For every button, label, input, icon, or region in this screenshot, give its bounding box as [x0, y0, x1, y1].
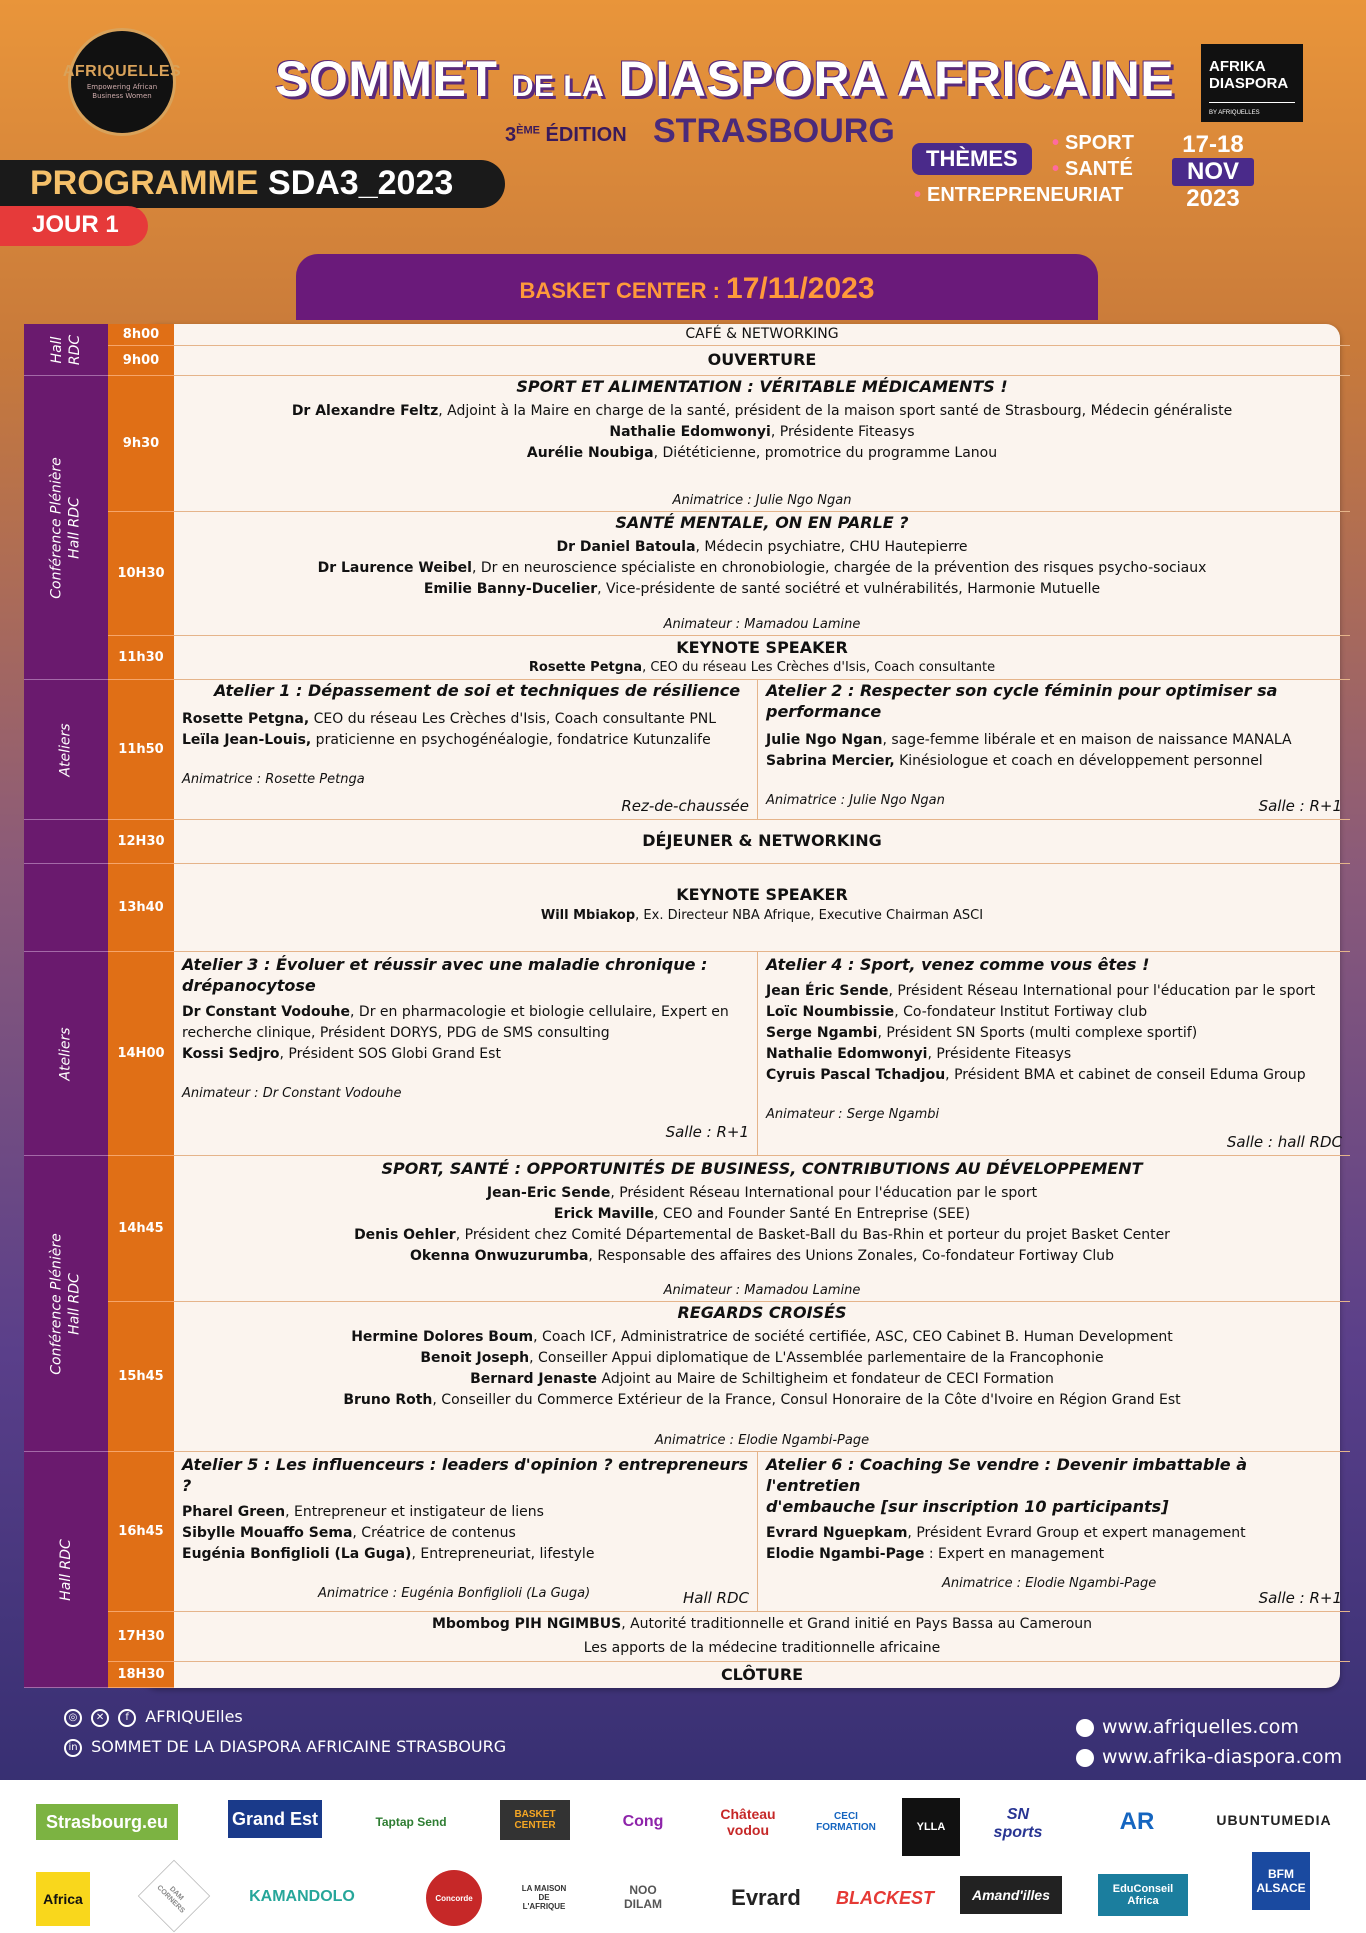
edition-label: 3ÈME ÉDITION	[505, 124, 627, 146]
sponsor-logo: YLLA	[902, 1798, 960, 1856]
lane-pleniere-2: Conférence Plénière Hall RDC	[24, 1156, 108, 1452]
sponsor-logo: SN sports	[993, 1806, 1043, 1841]
time-slot: 9h00	[108, 346, 174, 376]
sponsor-logos	[0, 1780, 1366, 1933]
program-table	[24, 324, 1340, 1688]
speaker: Denis Oehler, Président chez Comité Départemental de Basket-Ball du Bas-Rhin et porteur du projet Basket Center	[354, 1227, 1170, 1243]
sponsor-logo: KAMANDOLO	[249, 1888, 355, 1905]
time-slot: 13h40	[108, 864, 174, 952]
speaker: Rosette Petgna, CEO du réseau Les Crèches d'Isis, Coach consultante PNL	[182, 711, 717, 727]
moderator: Animateur : Mamadou Lamine	[663, 1283, 861, 1298]
linkedin-icon[interactable]: in	[64, 1739, 82, 1757]
lane-hall-rdc: Hall RDC	[24, 324, 108, 376]
session-sport-alimentation: SPORT ET ALIMENTATION : VÉRITABLE MÉDICAMENTS ! Dr Alexandre Feltz, Adjoint à la Maire en charge de la santé, président de la maison sport santé de Strasbourg, Médecin généraliste Nathalie Edomwonyi, Présidente Fiteasys Aurélie Noubiga, Diététicienne, promotrice du programme Lanou Animatrice : Julie Ngo Ngan	[174, 376, 1350, 512]
globe-icon	[1076, 1719, 1094, 1737]
speaker: Sibylle Mouaffo Sema, Créatrice de contenus	[182, 1525, 516, 1541]
session-sante-mentale: SANTÉ MENTALE, ON EN PARLE ? Dr Daniel Batoula, Médecin psychiatre, CHU Hautepierre Dr Laurence Weibel, Dr en neuroscience spécialiste en chronobiologie, chargée de la prévention des risques psycho-sociaux Emilie Banny-Ducelier, Vice-présidente de santé sociétré et vulnérabilités, Harmonie Mutuelle Animateur : Mamadou Lamine	[174, 512, 1350, 636]
website-link[interactable]: www.afrika-diaspora.com	[1102, 1746, 1343, 1768]
sponsor-logo: Amand'illes	[960, 1876, 1062, 1914]
linkedin-page[interactable]: SOMMET DE LA DIASPORA AFRICAINE STRASBOURG	[91, 1737, 507, 1756]
sponsor-logo: EduConseil Africa	[1098, 1874, 1188, 1916]
sponsor-logo: BLACKEST	[836, 1887, 934, 1908]
speaker: Rosette Petgna, CEO du réseau Les Crèches d'Isis, Coach consultante	[528, 660, 996, 675]
moderator: Animateur : Mamadou Lamine	[663, 617, 861, 632]
facebook-icon[interactable]: f	[118, 1709, 136, 1727]
speaker: Leïla Jean-Louis, praticienne en psychogénéalogie, fondatrice Kutunzalife	[182, 732, 711, 748]
moderator: Animateur : Dr Constant Vodouhe	[182, 1086, 402, 1101]
sponsor-logo: UBUNTUMEDIA	[1216, 1812, 1332, 1828]
session-cafe: CAFÉ & NETWORKING	[174, 324, 1350, 346]
time-slot: 17H30	[108, 1612, 174, 1662]
atelier-2: Atelier 2 : Respecter son cycle féminin pour optimiser sa performance Julie Ngo Ngan, sage-femme libérale et en maison de naissance MANALA Sabrina Mercier, Kinésiologue et coach en développement personnel Animatrice : Julie Ngo Ngan Salle : R+1	[758, 680, 1350, 820]
afrika-diaspora-logo: AFRIKA DIASPORA BY AFRIQUELLES	[1201, 44, 1303, 122]
time-slot: 15h45	[108, 1302, 174, 1452]
moderator: Animatrice : Julie Ngo Ngan	[672, 493, 852, 508]
atelier-3: Atelier 3 : Évoluer et réussir avec une maladie chronique : drépanocytose Dr Constant Vodouhe, Dr en pharmacologie et biologie cellulaire, Expert en recherche clinique, Président DORYS, PDG de SMS consulting Kossi Sedjro, Président SOS Globi Grand Est Animateur : Dr Constant Vodouhe Salle : R+1	[174, 952, 758, 1156]
speaker: Aurélie Noubiga, Diététicienne, promotrice du programme Lanou	[526, 445, 998, 461]
moderator: Animatrice : Elodie Ngambi-Page	[942, 1576, 1157, 1591]
moderator: Animateur : Serge Ngambi	[766, 1107, 940, 1122]
sponsor-logo: Strasbourg.eu	[36, 1804, 178, 1840]
sponsor-logo: Taptap Send	[375, 1815, 447, 1829]
moderator: Animatrice : Julie Ngo Ngan	[766, 793, 945, 808]
speaker: Evrard Nguepkam, Président Evrard Group et expert management	[766, 1525, 1246, 1541]
sponsor-logo: DAM CORNERS	[138, 1860, 210, 1932]
room-label: Salle : R+1	[665, 1123, 749, 1141]
room-label: Rez-de-chaussée	[621, 797, 749, 815]
themes-badge: THÈMES	[912, 143, 1032, 175]
speaker: Benoit Joseph, Conseiller Appui diplomatique de L'Assemblée parlementaire de la Francophonie	[420, 1350, 1104, 1366]
speaker: Elodie Ngambi-Page : Expert en management	[766, 1546, 1105, 1562]
sponsor-logo: Evrard	[731, 1885, 801, 1910]
websites	[1076, 1712, 1342, 1772]
time-slot: 10H30	[108, 512, 174, 636]
time-slot: 11h50	[108, 680, 174, 820]
theme-sport: • SPORT	[1052, 132, 1134, 155]
globe-icon	[1076, 1749, 1094, 1767]
time-slot: 11h30	[108, 636, 174, 680]
session-keynote-1: KEYNOTE SPEAKER Rosette Petgna, CEO du réseau Les Crèches d'Isis, Coach consultante	[174, 636, 1350, 680]
speaker: Dr Daniel Batoula, Médecin psychiatre, CHU Hautepierre	[556, 539, 968, 555]
theme-sante: • SANTÉ	[1052, 158, 1133, 181]
room-label: Salle : R+1	[1258, 1589, 1342, 1607]
sponsor-logo: BASKET CENTER	[500, 1800, 570, 1840]
speaker: Bernard Jenaste Adjoint au Maire de Schiltigheim et fondateur de CECI Formation	[470, 1371, 1054, 1387]
sponsor-logo: NOO DILAM	[624, 1883, 662, 1911]
speaker: Dr Laurence Weibel, Dr en neuroscience spécialiste en chronobiologie, chargée de la prévention des risques psycho-sociaux	[317, 560, 1207, 576]
afriquelles-logo: AFRIQUELLES Empowering African Business Women	[68, 28, 176, 136]
time-slot: 9h30	[108, 376, 174, 512]
room-label: Hall RDC	[682, 1589, 749, 1607]
speaker: Jean Éric Sende, Président Réseau International pour l'éducation par le sport	[766, 983, 1316, 999]
sponsor-logo: Grand Est	[228, 1800, 322, 1838]
speaker: Jean-Eric Sende, Président Réseau International pour l'éducation par le sport	[486, 1185, 1038, 1201]
speaker: Kossi Sedjro, Président SOS Globi Grand Est	[182, 1046, 501, 1062]
lane-hall-rdc-2: Hall RDC	[24, 1452, 108, 1688]
speaker: Hermine Dolores Boum, Coach ICF, Administratrice de société certifiée, ASC, CEO Cabinet B. Human Development	[351, 1329, 1173, 1345]
sponsor-logo: Château vodou	[720, 1806, 776, 1838]
moderator: Animatrice : Eugénia Bonfiglioli (La Guga)	[318, 1586, 591, 1601]
speaker: Will Mbiakop, Ex. Directeur NBA Afrique, Executive Chairman ASCI	[540, 908, 984, 923]
speaker: Dr Constant Vodouhe, Dr en pharmacologie et biologie cellulaire, Expert en recherche clinique, Président DORYS, PDG de SMS consulting	[182, 1004, 729, 1041]
sponsor-logo: Africa	[36, 1872, 90, 1926]
atelier-6: Atelier 6 : Coaching Se vendre : Devenir imbattable à l'entretien d'embauche [sur inscription 10 participants] Evrard Nguepkam, Président Evrard Group et expert management Elodie Ngambi-Page : Expert en management Animatrice : Elodie Ngambi-Page Salle : R+1	[758, 1452, 1350, 1612]
sponsor-logo: LA MAISON DE L'AFRIQUE	[521, 1883, 567, 1911]
theme-entrepreneuriat: • ENTREPRENEURIAT	[914, 184, 1123, 207]
time-slot: 18H30	[108, 1662, 174, 1688]
speaker: Sabrina Mercier, Kinésiologue et coach en développement personnel	[766, 753, 1263, 769]
speaker: Emilie Banny-Ducelier, Vice-présidente de santé sociétré et vulnérabilités, Harmonie Mutuelle	[423, 581, 1101, 597]
speaker: Cyruis Pascal Tchadjou, Président BMA et cabinet de conseil Eduma Group	[766, 1067, 1306, 1083]
social-links	[64, 1702, 506, 1762]
speaker: Mbombog PIH NGIMBUS, Autorité traditionnelle et Grand initié en Pays Bassa au Cameroun	[431, 1616, 1093, 1632]
time-slot: 16h45	[108, 1452, 174, 1612]
atelier-1: Atelier 1 : Dépassement de soi et techniques de résilience Rosette Petgna, CEO du réseau Les Crèches d'Isis, Coach consultante PNL Leïla Jean-Louis, praticienne en psychogénéalogie, fondatrice Kutunzalife Animatrice : Rosette Petnga Rez-de-chaussée	[174, 680, 758, 820]
moderator: Animatrice : Rosette Petnga	[182, 772, 365, 787]
lane-pleniere-1: Conférence Plénière Hall RDC	[24, 376, 108, 680]
social-handle[interactable]: AFRIQUElles	[145, 1707, 243, 1726]
speaker: Nathalie Edomwonyi, Présidente Fiteasys	[609, 424, 915, 440]
website-link[interactable]: www.afriquelles.com	[1102, 1716, 1299, 1738]
time-slot: 12H30	[108, 820, 174, 864]
day-badge: JOUR 1	[0, 206, 148, 246]
speaker: Julie Ngo Ngan, sage-femme libérale et en maison de naissance MANALA	[766, 732, 1292, 748]
speaker: Nathalie Edomwonyi, Présidente Fiteasys	[766, 1046, 1072, 1062]
sponsor-logo: Cong	[622, 1813, 664, 1830]
moderator: Animatrice : Elodie Ngambi-Page	[654, 1433, 870, 1448]
sponsor-logo: AR	[1119, 1808, 1155, 1835]
session-medecine-traditionnelle: Mbombog PIH NGIMBUS, Autorité traditionnelle et Grand initié en Pays Bassa au Cameroun Les apports de la médecine traditionnelle africaine	[174, 1612, 1350, 1662]
speaker: Pharel Green, Entrepreneur et instigateur de liens	[182, 1504, 544, 1520]
sponsor-logo: BFM ALSACE	[1252, 1852, 1310, 1910]
lane-ateliers-2: Ateliers	[24, 952, 108, 1156]
lane-empty-1	[24, 820, 108, 864]
session-dejeuner: DÉJEUNER & NETWORKING	[174, 820, 1350, 864]
speaker: Serge Ngambi, Président SN Sports (multi complexe sportif)	[766, 1025, 1198, 1041]
instagram-icon[interactable]: ◎	[64, 1709, 82, 1727]
atelier-5: Atelier 5 : Les influenceurs : leaders d'opinion ? entrepreneurs ? Pharel Green, Entrepreneur et instigateur de liens Sibylle Mouaffo Sema, Créatrice de contenus Eugénia Bonfiglioli (La Guga), Entrepreneuriat, lifestyle Animatrice : Eugénia Bonfiglioli (La Guga) Hall RDC	[174, 1452, 758, 1612]
session-ouverture: OUVERTURE	[174, 346, 1350, 376]
time-slot: 14h45	[108, 1156, 174, 1302]
session-keynote-2: KEYNOTE SPEAKER Will Mbiakop, Ex. Directeur NBA Afrique, Executive Chairman ASCI	[174, 864, 1350, 952]
speaker: Okenna Onwuzurumba, Responsable des affaires des Unions Zonales, Co-fondateur Fortiway Club	[410, 1248, 1114, 1264]
sponsor-logo: CECI FORMATION	[816, 1811, 876, 1833]
atelier-4: Atelier 4 : Sport, venez comme vous êtes ! Jean Éric Sende, Président Réseau International pour l'éducation par le sport Loïc Noumbissie, Co-fondateur Institut Fortiway club Serge Ngambi, Président SN Sports (multi complexe sportif) Nathalie Edomwonyi, Présidente Fiteasys Cyruis Pascal Tchadjou, Président BMA et cabinet de conseil Eduma Group Animateur : Serge Ngambi Salle : hall RDC	[758, 952, 1350, 1156]
sponsor-logo: Concorde	[426, 1870, 482, 1926]
time-slot: 14H00	[108, 952, 174, 1156]
header	[0, 0, 1366, 255]
lane-empty-2	[24, 864, 108, 952]
event-title: SOMMET DE LA DIASPORA AFRICAINE	[275, 51, 1175, 107]
city-label: STRASBOURG	[653, 112, 895, 150]
lane-ateliers-1: Ateliers	[24, 680, 108, 820]
event-dates: 17-18 NOV 2023	[1172, 132, 1254, 212]
session-regards-croises: REGARDS CROISÉS Hermine Dolores Boum, Coach ICF, Administratrice de société certifiée, ASC, CEO Cabinet B. Human Development Benoit Joseph, Conseiller Appui diplomatique de L'Assemblée parlementaire de la Francophonie Bernard Jenaste Adjoint au Maire de Schiltigheim et fondateur de CECI Formation Bruno Roth, Conseiller du Commerce Extérieur de la France, Consul Honoraire de la Côte d'Ivoire en Région Grand Est Animatrice : Elodie Ngambi-Page	[174, 1302, 1350, 1452]
session-cloture: CLÔTURE	[720, 1665, 804, 1684]
time-slot: 8h00	[108, 324, 174, 346]
programme-banner: PROGRAMME SDA3_2023	[0, 160, 505, 208]
speaker: Bruno Roth, Conseiller du Commerce Extérieur de la France, Consul Honoraire de la Côte d'Ivoire en Région Grand Est	[343, 1392, 1181, 1408]
speaker: Eugénia Bonfiglioli (La Guga), Entrepreneuriat, lifestyle	[182, 1546, 595, 1562]
speaker: Erick Maville, CEO and Founder Santé En Entreprise (SEE)	[553, 1206, 971, 1222]
x-icon[interactable]: ✕	[91, 1709, 109, 1727]
speaker: Loïc Noumbissie, Co-fondateur Institut Fortiway club	[766, 1004, 1148, 1020]
room-label: Salle : hall RDC	[1226, 1133, 1342, 1151]
speaker: Dr Alexandre Feltz, Adjoint à la Maire en charge de la santé, président de la maison sport santé de Strasbourg, Médecin généraliste	[291, 403, 1233, 419]
room-label: Salle : R+1	[1258, 797, 1342, 815]
venue-tab: BASKET CENTER : 17/11/2023	[296, 254, 1098, 320]
session-business: SPORT, SANTÉ : OPPORTUNITÉS DE BUSINESS, CONTRIBUTIONS AU DÉVELOPPEMENT Jean-Eric Sende, Président Réseau International pour l'éducation par le sport Erick Maville, CEO and Founder Santé En Entreprise (SEE) Denis Oehler, Président chez Comité Départemental de Basket-Ball du Bas-Rhin et porteur du projet Basket Center Okenna Onwuzurumba, Responsable des affaires des Unions Zonales, Co-fondateur Fortiway Club Animateur : Mamadou Lamine	[174, 1156, 1350, 1302]
